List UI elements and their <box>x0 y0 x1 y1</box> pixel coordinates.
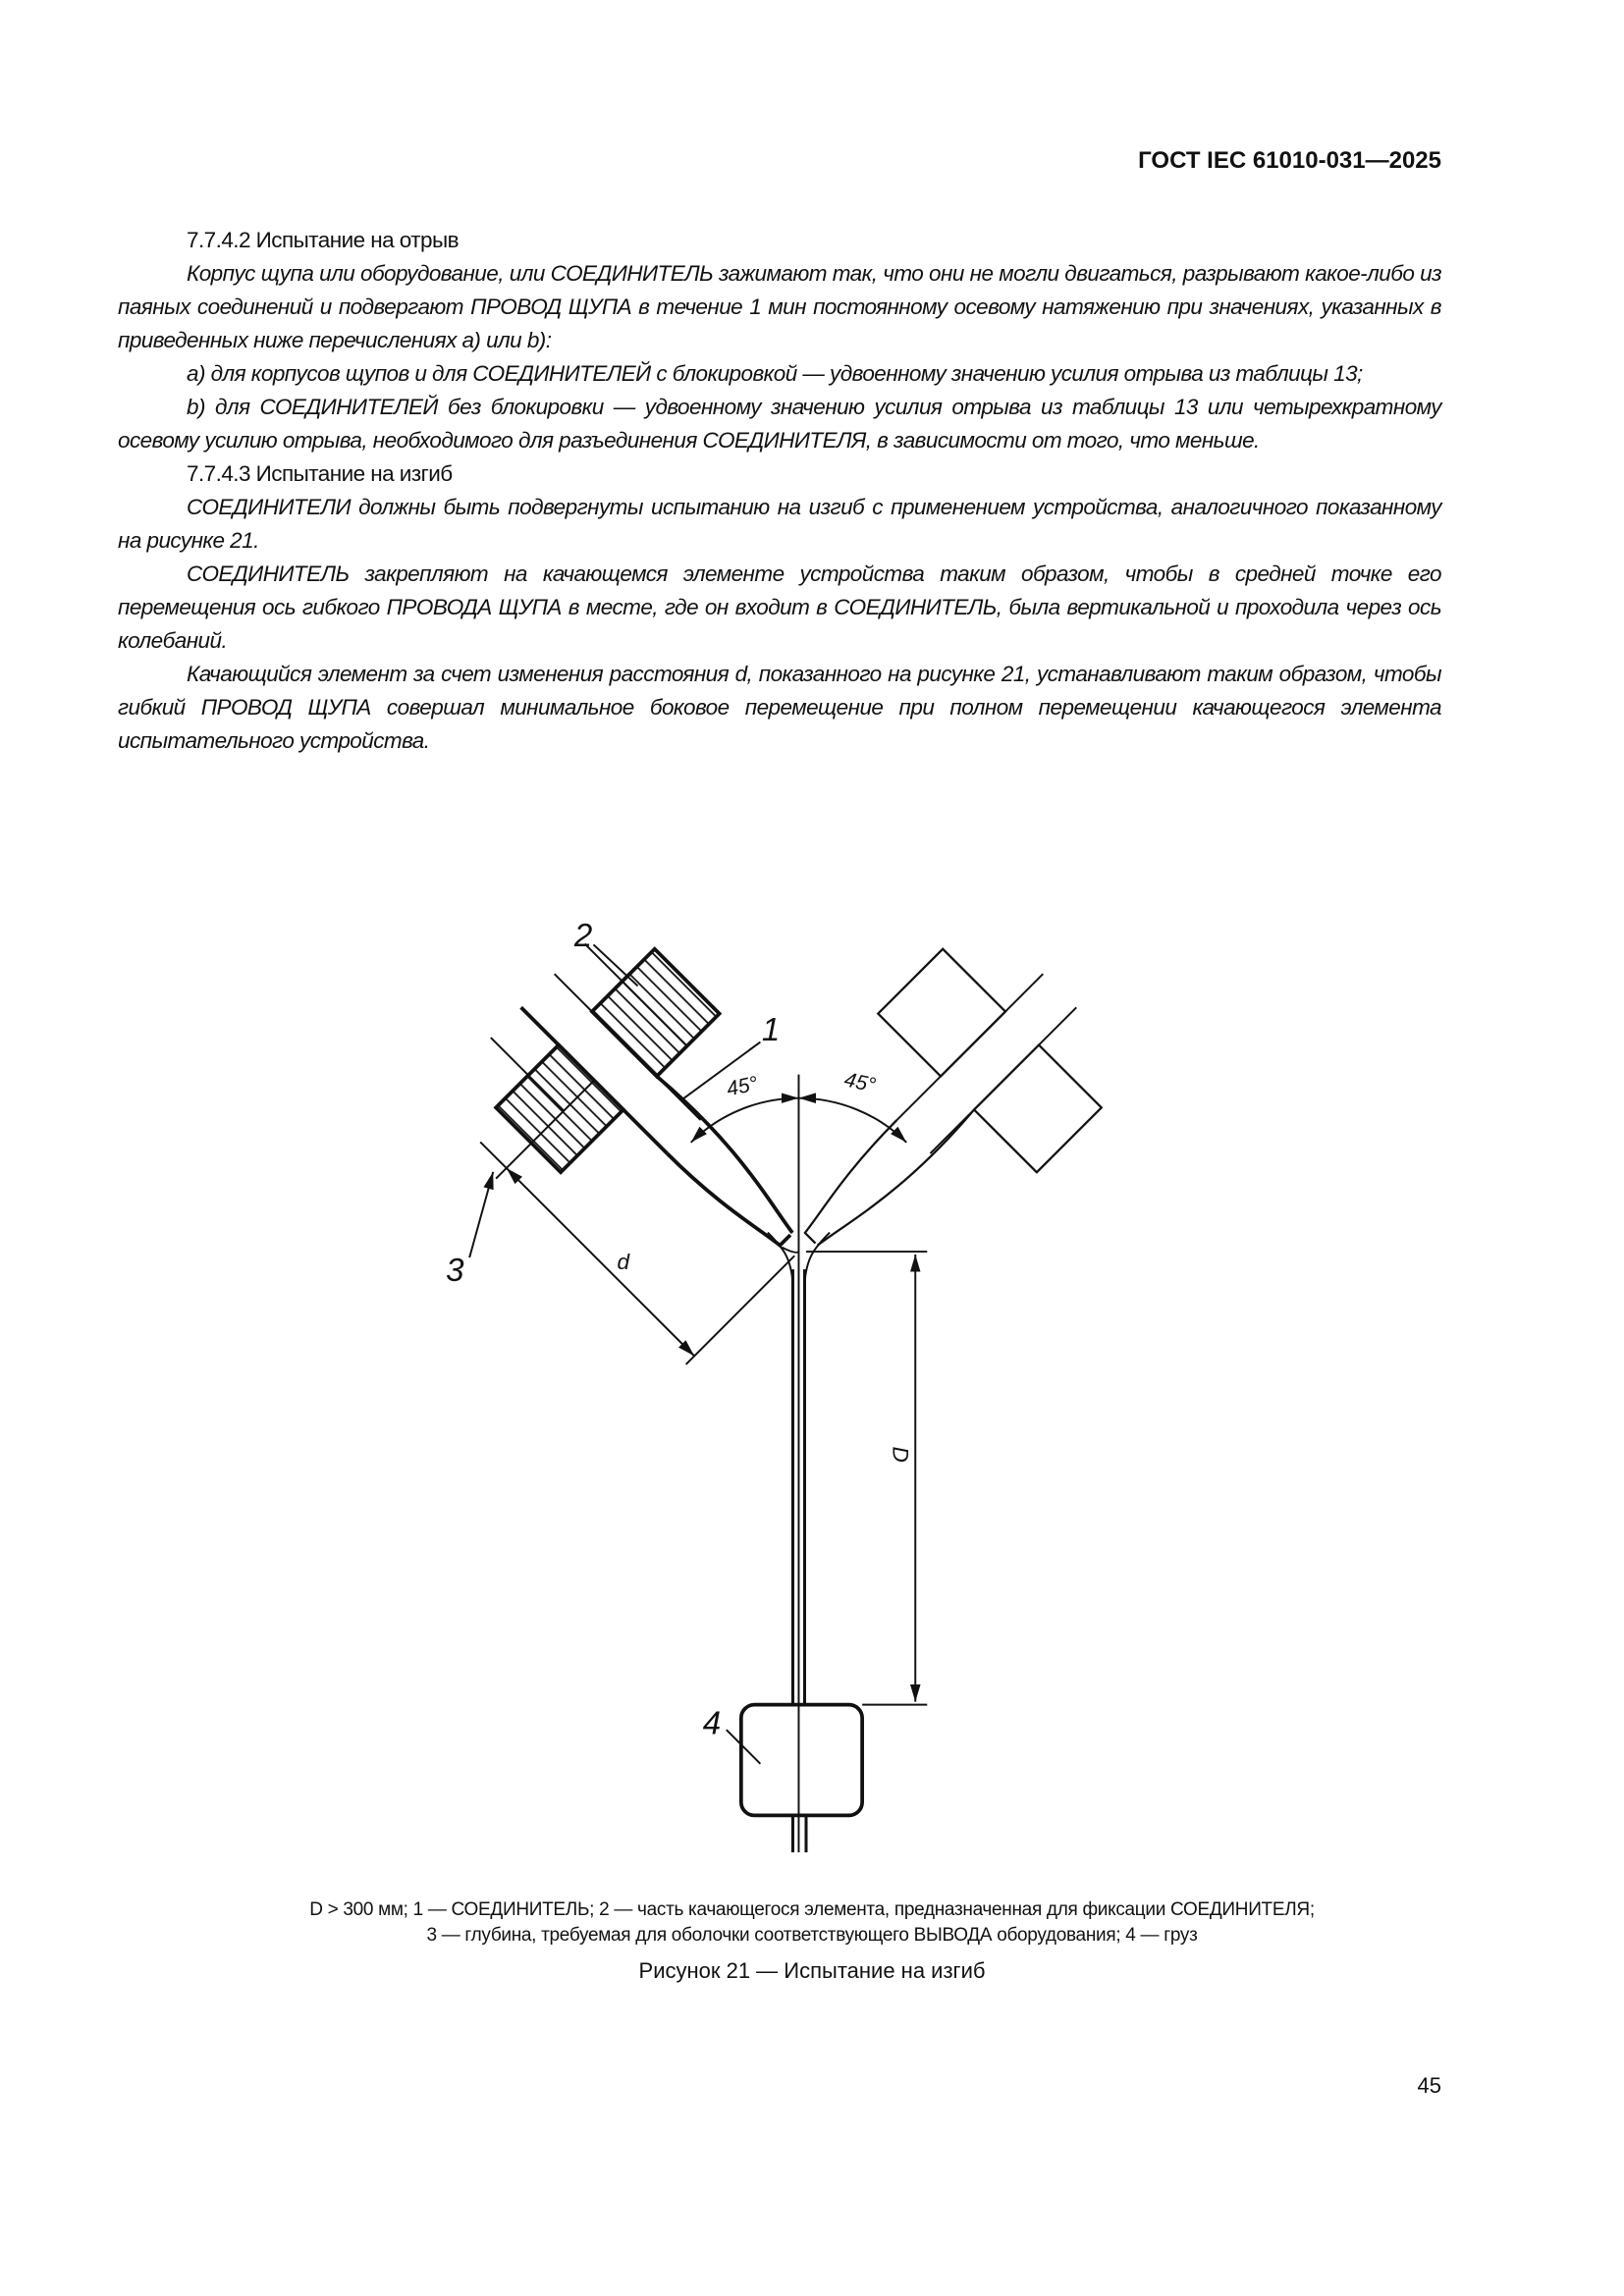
angle-label-left: 45° <box>725 1072 760 1101</box>
paragraph: Корпус щупа или оборудование, или СОЕДИНИТЕЛЬ зажимают так, что они не могли двигаться, разрывают какое-либо из паяных соединений и подвергают ПРОВОД ЩУПА в течение 1 мин постоянному осевому натяжению при значениях, указанных в приведенных ниже перечислениях а) или b): <box>118 261 1441 352</box>
label-3: 3 <box>446 1253 464 1290</box>
left-clamp-assembly <box>423 911 879 1366</box>
angle-arc <box>691 1098 799 1143</box>
document-code-header: ГОСТ IEC 61010-031—2025 <box>1138 147 1441 174</box>
figure-title: Рисунок 21 — Испытание на изгиб <box>638 1958 986 1983</box>
label-4: 4 <box>702 1705 722 1742</box>
right-clamp-assembly <box>731 911 1139 1318</box>
label-2: 2 <box>573 917 593 954</box>
figure-legend-line-2: 3 — глубина, требуемая для оболочки соответствующего ВЫВОДА оборудования; 4 — груз <box>426 1925 1198 1946</box>
figure-legend-line-1: D > 300 мм; 1 — СОЕДИНИТЕЛЬ; 2 — часть качающегося элемента, предназначенная для фиксации СОЕДИНИТЕЛЯ; <box>309 1899 1315 1920</box>
section-heading: 7.7.4.3 Испытание на изгиб <box>187 461 453 486</box>
angle-label-right: 45° <box>841 1068 878 1097</box>
paragraph: Качающийся элемент за счет изменения расстояния d, показанного на рисунке 21, устанавливают таким образом, чтобы гибкий ПРОВОД ЩУПА совершал минимальное боковое перемещение при полном перемещении качающегося элемента испытательного устройства. <box>118 662 1441 753</box>
dim-label-D: D <box>888 1446 913 1463</box>
weight <box>741 1705 862 1816</box>
label-1: 1 <box>761 1012 781 1049</box>
list-item-a: a) для корпусов щупов и для СОЕДИНИТЕЛЕЙ с блокировкой — удвоенному значению усилия отрыва из таблицы 13; <box>187 361 1363 386</box>
paragraph: СОЕДИНИТЕЛЬ закрепляют на качающемся элементе устройства таким образом, чтобы в средней точке его перемещения ось гибкого ПРОВОДА ЩУПА в месте, где он входит в СОЕДИНИТЕЛЬ, была вертикальной и проходила через ось колебаний. <box>118 561 1441 653</box>
body-text <box>118 224 1441 758</box>
list-item-b: b) для СОЕДИНИТЕЛЕЙ без блокировки — удвоенному значению усилия отрыва из таблицы 13 или четырехкратному осевому усилию отрыва, необходимого для разъединения СОЕДИНИТЕЛЯ, в зависимости от того, что меньше. <box>118 395 1441 453</box>
dim-label-d: d <box>617 1250 630 1275</box>
section-heading: 7.7.4.2 Испытание на отрыв <box>187 228 460 252</box>
angle-arc <box>798 1098 906 1143</box>
page-number: 45 <box>1417 2073 1441 2098</box>
paragraph: СОЕДИНИТЕЛИ должны быть подвергнуты испытанию на изгиб с применением устройства, аналогичного показанному на рисунке 21. <box>118 495 1441 553</box>
